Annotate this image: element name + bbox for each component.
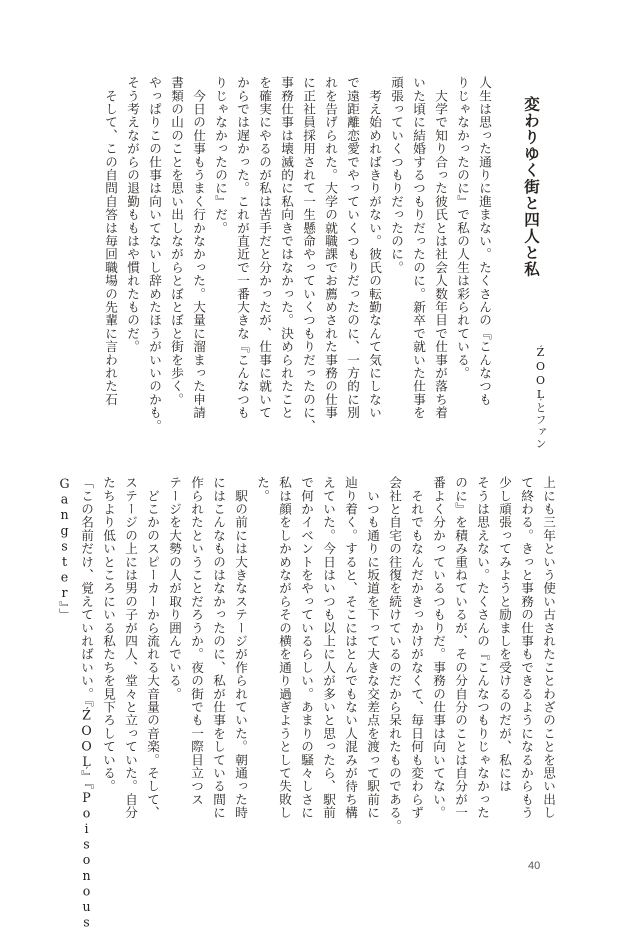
text-line: えていた。今日はいつも以上に人が多いと思ったら、駅前 [321,476,336,820]
text-line: いつも通りに坂道を下って大きな交差点を渡って駅前に [365,476,380,820]
text-line: Gangster』」 [57,476,72,621]
text-line: て終わる。きっと事務の仕事もできるようになるからもう [519,476,534,820]
text-line: そう考えながらの退勤ももはや慣れたものだ。 [125,76,140,354]
text-line: からでは遅かった。これが直近で一番大きな『こんなつも [235,76,250,420]
story-title: 変わりゆく街と四人と私 [522,96,541,278]
text-line: どこかのスピーカーから流れる大音量の音楽。そして、 [145,476,160,820]
body-text-top [99,76,495,441]
text-line: 少し頑張ってみようと励ましを受けるのだが、私には [497,476,512,793]
text-line: を確実にやるのが私は苦手だと分かったが、仕事に就いて [257,76,272,420]
text-line: たちより低いところにいる私たちを見下ろしている。 [101,476,116,793]
text-line: れを告げられた。大学の就職課でお薦めされた事務の仕事 [323,76,338,420]
text-line: ステージの上には男の子が四人、堂々と立っていた。自分 [123,476,138,820]
text-line: りじゃなかったのに』だ。 [213,76,228,235]
text-line: で遠距離恋愛でやっていくつもりだったのに、一方的に別 [345,76,360,420]
text-line: た。 [255,476,270,503]
text-line: いた頃に結婚するつもりだったのに。新卒で就いた仕事を [411,76,426,420]
page-number: 40 [528,860,541,872]
text-line: 考え始めればきりがない。彼氏の転勤なんて気にしない [367,76,382,420]
text-line: 番よく分かっているつもりだ。事務の仕事は向いてない。 [431,476,446,820]
text-line: 辿り着く。すると、そこにはとんでもない人混みが待ち構 [343,476,358,820]
author-name: ŹOOĻとファン [534,346,547,450]
text-line: 作られたということだろうか。夜の街でも一際目立つス [189,476,204,806]
text-line: 上にも三年という使い古されたことわざのことを思い出し [541,476,556,820]
text-line: に正社員採用されて一生懸命やっていくつもりだったのに、 [301,76,316,433]
text-line: りじゃなかったのに』で私の人生は彩られている。 [455,76,470,380]
text-line: 頑張っていくつもりだったのに。 [389,76,404,274]
text-line: やっぱりこの仕事は向いてないし辞めたほうがいいのかも。 [147,76,162,433]
text-line: にはこんなものはなかったのに、私が仕事をしている間に [211,476,226,820]
text-line: そうは思えない。たくさんの『こんなつもりじゃなかった [475,476,490,820]
text-line: 「この名前だけ、覚えていればいい。『ŹOOĻ』『Poisonous [79,476,94,930]
text-line: のに』を積み重ねているが、その分自分のことは自分が一 [453,476,468,820]
text-line: 大学で知り合った彼氏とは社会人数年目で仕事が落ち着 [433,76,448,420]
text-line: 今日の仕事もうまく行かなかった。大量に溜まった申請 [191,76,206,420]
text-line: 人生は思った通りに進まない。たくさんの『こんなつも [477,76,492,406]
text-line: そして、この自問自答は毎回職場の先輩に言われた石 [103,76,118,406]
text-line: 事務仕事は壊滅的に私向きではなかった。決められたこと [279,76,294,420]
text-line: 駅の前には大きなステージが作られていた。朝通った時 [233,476,248,820]
text-line: で何かイベントをやっているらしい。あまりの騒々しさに [299,476,314,820]
text-line: それでもなんだかきっかけがなくて、毎日何も変わらず [409,476,424,820]
text-line: テージを大勢の人が取り囲んでいる。 [167,476,182,701]
text-line: 書類の山のことを思い出しながらとぼとぼと街を歩く。 [169,76,184,406]
text-line: 会社と自宅の往復を続けているのだから呆れたものである。 [387,476,402,833]
text-line: 私は顔をしかめながらその横を通り過ぎようとして失敗し [277,476,292,820]
